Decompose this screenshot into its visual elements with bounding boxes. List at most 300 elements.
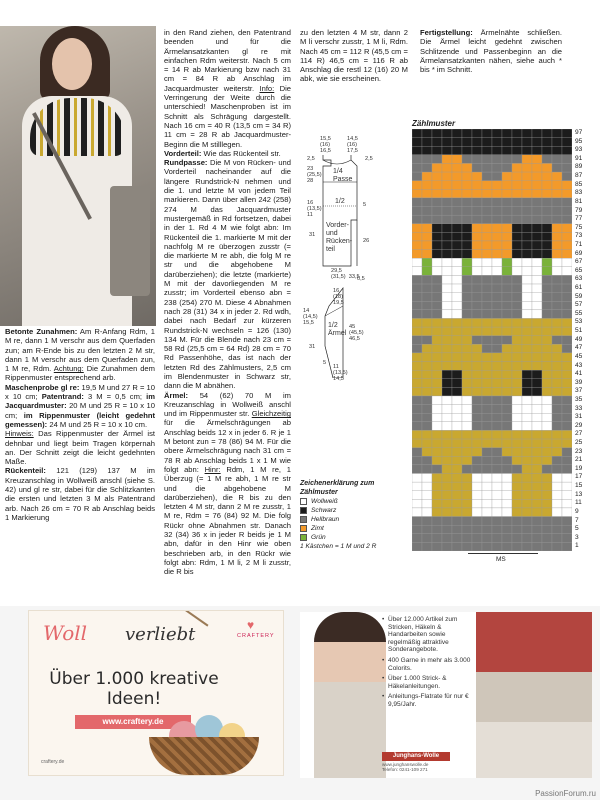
chart-cell <box>562 215 572 224</box>
chart-cell <box>522 155 532 164</box>
legend-label: Zimt <box>311 525 324 532</box>
text-hinweis: Das Rippenmuster der Ärmel ist dehnbar und liegt beim Tragen körpernah an. Der Schnitt zeigt die leicht gedehnten Maße. <box>5 429 155 467</box>
chart-cell <box>512 353 522 362</box>
chart-cell <box>472 250 482 259</box>
chart-row-number: 7 <box>575 516 579 524</box>
chart-cell <box>452 250 462 259</box>
legend-swatch <box>300 516 307 523</box>
chart-cell <box>502 224 512 233</box>
chart-cell <box>532 491 542 500</box>
chart-cell <box>552 344 562 353</box>
lead-rueckenteil: Rückenteil: <box>5 466 46 476</box>
chart-cell <box>562 267 572 276</box>
chart-cell <box>512 508 522 517</box>
chart-cell <box>422 275 432 284</box>
chart-cell <box>562 362 572 371</box>
chart-cell <box>552 353 562 362</box>
ad-yarn-photo <box>476 612 592 778</box>
junghans-logo[interactable]: Junghans-Wolle <box>382 752 450 761</box>
chart-cell <box>422 189 432 198</box>
chart-cell <box>432 413 442 422</box>
chart-cell <box>482 353 492 362</box>
chart-cell <box>432 189 442 198</box>
legend-swatch <box>300 498 307 505</box>
chart-cell <box>482 232 492 241</box>
chart-cell <box>522 267 532 276</box>
chart-cell <box>442 224 452 233</box>
chart-cell <box>492 430 502 439</box>
chart-cell <box>512 224 522 233</box>
chart-cell <box>482 224 492 233</box>
legend-swatch <box>300 534 307 541</box>
chart-cell <box>452 517 462 526</box>
chart-cell <box>422 138 432 147</box>
chart-row-number: 41 <box>575 370 583 378</box>
chart-cell <box>452 198 462 207</box>
paragraph-continue <box>164 28 291 149</box>
chart-cell <box>432 362 442 371</box>
chart-cell <box>552 456 562 465</box>
chart-cell <box>522 181 532 190</box>
chart-cell <box>522 318 532 327</box>
chart-cell <box>512 189 522 198</box>
chart-cell <box>472 387 482 396</box>
chart-cell <box>452 310 462 319</box>
chart-cell <box>452 344 462 353</box>
chart-cell <box>512 310 522 319</box>
text-info: Die Verringerung der Weite durch die unterschied! Maschenproben ist im Schnitt als Schrägung dargestellt. Nach 16 cm = 40 R (13,5 cm = 34 R) 11 cm = 28 R ab Jacquardmuster-Beginn die M stilllegen. <box>164 83 291 149</box>
chart-cell <box>412 224 422 233</box>
ad-brand-verliebt: verliebt <box>125 624 196 645</box>
chart-cell <box>522 482 532 491</box>
chart-cell <box>562 275 572 284</box>
chart-cell <box>502 284 512 293</box>
ad-brand-woll: Woll <box>43 621 88 645</box>
chart-row-number: 89 <box>575 163 583 171</box>
chart-cell <box>442 499 452 508</box>
chart-cell <box>492 258 502 267</box>
chart-cell <box>442 542 452 551</box>
chart-cell <box>472 310 482 319</box>
chart-cell <box>412 542 422 551</box>
chart-cell <box>502 293 512 302</box>
chart-cell <box>522 224 532 233</box>
chart-cell <box>562 405 572 414</box>
chart-cell <box>442 396 452 405</box>
chart-cell <box>502 207 512 216</box>
chart-cell <box>412 473 422 482</box>
chart-cell <box>482 465 492 474</box>
chart-cell <box>422 413 432 422</box>
chart-cell <box>532 207 542 216</box>
chart-cell <box>562 129 572 138</box>
chart-cell <box>432 198 442 207</box>
model-photo <box>0 26 156 326</box>
ad-bullet: • Anleitungs-Flatrate für nur € 9,95/Jahr. <box>382 693 472 708</box>
chart-cell <box>452 163 462 172</box>
chart-cell <box>512 250 522 259</box>
chart-cell <box>522 284 532 293</box>
chart-cell <box>512 129 522 138</box>
chart-cell <box>412 439 422 448</box>
chart-cell <box>432 491 442 500</box>
chart-cell <box>512 534 522 543</box>
text-aermel-end: zu den letzten 4 M str, dann 2 M li verschr zusstr, 1 M li, Rdm. Nach 45 cm = 112 R (45,5 cm = 114 R) 46,5 cm = 116 R ab Anschlag die restl 12 (16) 20 M abk, wie sie erscheinen. <box>300 28 408 84</box>
chart-row-number: 43 <box>575 361 583 369</box>
chart-cell <box>432 439 442 448</box>
chart-cell <box>532 353 542 362</box>
ad-headline: Über 1.000 kreative Ideen! <box>49 669 219 709</box>
chart-cell <box>512 241 522 250</box>
chart-cell <box>482 250 492 259</box>
chart-cell <box>542 224 552 233</box>
ad-bullet: • 400 Garne in mehr als 3.000 Colorits. <box>382 657 472 672</box>
chart-cell <box>482 207 492 216</box>
chart-cell <box>512 293 522 302</box>
chart-cell <box>542 275 552 284</box>
chart-cell <box>452 491 462 500</box>
chart-cell <box>462 344 472 353</box>
chart-cell <box>462 207 472 216</box>
chart-cell <box>472 499 482 508</box>
chart-cell <box>412 413 422 422</box>
ad-url-button[interactable]: www.craftery.de <box>75 715 191 729</box>
chart-cell <box>462 189 472 198</box>
chart-cell <box>442 310 452 319</box>
chart-cell <box>462 430 472 439</box>
ad-contact: www.junghanswolle.de Telefon: 0241-109 271 <box>382 762 429 773</box>
chart-cell <box>512 370 522 379</box>
chart-cell <box>442 138 452 147</box>
chart-cell <box>472 430 482 439</box>
chart-cell <box>522 275 532 284</box>
chart-row-number: 87 <box>575 172 583 180</box>
chart-cell <box>562 370 572 379</box>
chart-cell <box>422 258 432 267</box>
chart-cell <box>502 275 512 284</box>
chart-row-number: 21 <box>575 456 583 464</box>
chart-cell <box>422 405 432 414</box>
chart-cell <box>492 163 502 172</box>
chart-cell <box>462 542 472 551</box>
chart-cell <box>442 508 452 517</box>
chart-cell <box>412 198 422 207</box>
chart-cell <box>562 448 572 457</box>
chart-cell <box>422 250 432 259</box>
chart-cell <box>492 491 502 500</box>
chart-cell <box>452 336 462 345</box>
chart-cell <box>532 301 542 310</box>
label-right-d: 26 <box>363 238 370 244</box>
chart-cell <box>492 405 502 414</box>
chart-cell <box>462 284 472 293</box>
chart-cell <box>542 267 552 276</box>
chart-cell <box>522 310 532 319</box>
chart-cell <box>482 258 492 267</box>
chart-row-number: 65 <box>575 266 583 274</box>
instructions-column-3 <box>300 28 408 84</box>
chart-cell <box>492 387 502 396</box>
chart-cell <box>452 275 462 284</box>
chart-cell <box>542 499 552 508</box>
chart-cell <box>462 362 472 371</box>
chart-cell <box>492 267 502 276</box>
chart-cell <box>452 499 462 508</box>
chart-cell <box>412 499 422 508</box>
chart-cell <box>412 146 422 155</box>
chart-cell <box>522 344 532 353</box>
junghans-ad[interactable] <box>300 612 592 778</box>
chart-cell <box>542 517 552 526</box>
chart-cell <box>482 517 492 526</box>
chart-cell <box>412 362 422 371</box>
chart-cell <box>442 181 452 190</box>
ad-small-url: craftery.de <box>41 759 65 765</box>
chart-cell <box>472 224 482 233</box>
chart-cell <box>422 344 432 353</box>
chart-row-number: 15 <box>575 482 583 490</box>
chart-cell <box>442 284 452 293</box>
chart-cell <box>552 250 562 259</box>
chart-cell <box>522 473 532 482</box>
chart-cell <box>562 327 572 336</box>
chart-cell <box>432 215 442 224</box>
chart-cell <box>412 405 422 414</box>
chart-cell <box>512 344 522 353</box>
chart-cell <box>412 207 422 216</box>
sleeve-cap <box>325 306 343 316</box>
chart-cell <box>522 241 532 250</box>
chart-cell <box>532 525 542 534</box>
instructions-column-1 <box>5 327 155 522</box>
chart-cell <box>532 465 542 474</box>
chart-cell <box>412 456 422 465</box>
chart-cell <box>422 448 432 457</box>
chart-cell <box>462 241 472 250</box>
chart-cell <box>482 387 492 396</box>
chart-cell <box>422 517 432 526</box>
chart-cell <box>432 508 442 517</box>
chart-cell <box>502 232 512 241</box>
chart-cell <box>472 491 482 500</box>
lead-vorderteil: Vorderteil: <box>164 148 202 158</box>
chart-cell <box>532 189 542 198</box>
chart-cell <box>562 491 572 500</box>
chart-cell <box>462 491 472 500</box>
chart-cell <box>522 163 532 172</box>
legend-label: Hellbraun <box>311 516 340 523</box>
chart-cell <box>492 284 502 293</box>
chart-cell <box>532 318 542 327</box>
chart-cell <box>492 542 502 551</box>
chart-cell <box>472 413 482 422</box>
chart-cell <box>462 525 472 534</box>
chart-row-number: 61 <box>575 284 583 292</box>
chart-cell <box>532 275 542 284</box>
chart-cell <box>502 310 512 319</box>
label-sleeve-left-b: 31 <box>309 344 316 350</box>
text-continue: in den Rand ziehen, den Patentrand beenden und für die Ärmelansatzkanten gl re mit einfachen Rdm weiterstr. Nach 5 cm = 14 R ab Markierung bzw nach 31 cm = 84 R ab Anschlag im Jacquardmuster weiterstr. <box>164 28 291 93</box>
chart-cell <box>432 250 442 259</box>
chart-row-number: 51 <box>575 327 583 335</box>
chart-cell <box>522 387 532 396</box>
chart-cell <box>492 439 502 448</box>
chart-cell <box>502 336 512 345</box>
chart-cell <box>492 336 502 345</box>
craftery-ad[interactable] <box>28 610 284 776</box>
chart-cell <box>472 534 482 543</box>
chart-cell <box>522 499 532 508</box>
chart-cell <box>492 189 502 198</box>
chart-cell <box>522 448 532 457</box>
chart-cell <box>472 275 482 284</box>
chart-cell <box>552 396 562 405</box>
chart-cell <box>532 241 542 250</box>
chart-cell <box>482 473 492 482</box>
chart-cell <box>542 344 552 353</box>
chart-cell <box>522 207 532 216</box>
chart-cell <box>522 456 532 465</box>
chart-row-number: 1 <box>575 542 579 550</box>
ad-craftery-logo: CRAFTERY <box>237 633 275 639</box>
chart-cell <box>552 542 562 551</box>
chart-cell <box>472 362 482 371</box>
chart-cell <box>432 241 442 250</box>
chart-cell <box>462 318 472 327</box>
chart-cell <box>562 258 572 267</box>
chart-cell <box>472 396 482 405</box>
chart-cell <box>522 146 532 155</box>
chart-cell <box>562 430 572 439</box>
chart-cell <box>552 318 562 327</box>
chart-cell <box>532 430 542 439</box>
chart-cell <box>472 482 482 491</box>
chart-cell <box>422 215 432 224</box>
chart-cell <box>482 370 492 379</box>
chart-cell <box>472 517 482 526</box>
chart-cell <box>422 456 432 465</box>
chart-cell <box>442 232 452 241</box>
chart-cell <box>552 439 562 448</box>
chart-cell <box>552 241 562 250</box>
chart-cell <box>422 542 432 551</box>
chart-cell <box>512 430 522 439</box>
chart-cell <box>502 387 512 396</box>
chart-cell <box>512 258 522 267</box>
chart-cell <box>502 138 512 147</box>
chart-cell <box>472 465 482 474</box>
chart-cell <box>452 448 462 457</box>
chart-row-number: 97 <box>575 129 583 136</box>
chart-row-number: 79 <box>575 206 583 214</box>
chart-cell <box>532 542 542 551</box>
chart-cell <box>452 430 462 439</box>
chart-cell <box>542 293 552 302</box>
chart-cell <box>462 267 472 276</box>
chart-cell <box>562 163 572 172</box>
chart-cell <box>472 508 482 517</box>
chart-cell <box>502 129 512 138</box>
watermark: PassionForum.ru <box>535 789 596 798</box>
chart-cell <box>532 172 542 181</box>
chart-cell <box>502 517 512 526</box>
chart-cell <box>422 465 432 474</box>
chart-cell <box>492 362 502 371</box>
chart-cell <box>482 396 492 405</box>
paragraph-maschenprobe <box>5 383 155 429</box>
chart-cell <box>482 172 492 181</box>
chart-cell <box>512 422 522 431</box>
chart-cell <box>442 250 452 259</box>
chart-cell <box>532 405 542 414</box>
paragraph-fertigstellung <box>420 28 562 74</box>
chart-row-number: 71 <box>575 240 583 248</box>
chart-cell <box>422 267 432 276</box>
chart-cell <box>522 534 532 543</box>
chart-cell <box>472 172 482 181</box>
chart-cell <box>432 456 442 465</box>
chart-cell <box>502 301 512 310</box>
chart-cell <box>532 293 542 302</box>
chart-cell <box>512 275 522 284</box>
chart-cell <box>552 413 562 422</box>
chart-cell <box>452 396 462 405</box>
chart-cell <box>452 172 462 181</box>
chart-cell <box>452 232 462 241</box>
chart-cell <box>562 310 572 319</box>
label-left-c: 16 (13,5) 11 <box>307 200 322 218</box>
chart-cell <box>522 491 532 500</box>
chart-cell <box>412 353 422 362</box>
chart-cell <box>552 534 562 543</box>
text-fertigstellung: Ärmelnähte schließen. Die Ärmel leicht gedehnt zwischen Schlitzende und Passenbeginn an die Ärmelansatzkanten nähen, siehe auch * bis * im Schnitt. <box>420 28 562 75</box>
chart-cell <box>492 482 502 491</box>
chart-cell <box>542 491 552 500</box>
chart-cell <box>542 181 552 190</box>
chart-cell <box>482 215 492 224</box>
chart-cell <box>532 456 542 465</box>
chart-cell <box>542 129 552 138</box>
chart-cell <box>422 439 432 448</box>
chart-cell <box>442 439 452 448</box>
chart-cell <box>432 482 442 491</box>
chart-cell <box>432 344 442 353</box>
lead-rundpasse: Rundpasse: <box>164 158 208 168</box>
chart-cell <box>442 405 452 414</box>
chart-cell <box>452 189 462 198</box>
chart-cell <box>552 362 562 371</box>
chart-cell <box>502 456 512 465</box>
chart-cell <box>412 465 422 474</box>
chart-cell <box>432 499 442 508</box>
chart-cell <box>492 413 502 422</box>
chart-cell <box>512 207 522 216</box>
text-zunahmen: Am R-Anfang Rdm, 1 M re, dann 1 M verschr aus dem Querfaden zun; am R-Ende bis zu den letzten 2 M str, dann 1 M verschr aus dem Querfaden zun, 1 M re, Rdm. <box>5 327 155 374</box>
chart-cell <box>532 336 542 345</box>
chart-cell <box>522 465 532 474</box>
chart-cell <box>542 465 552 474</box>
chart-cell <box>412 370 422 379</box>
chart-cell <box>542 387 552 396</box>
chart-row-number: 59 <box>575 292 583 300</box>
chart-cell <box>412 396 422 405</box>
chart-cell <box>482 301 492 310</box>
chart-cell <box>502 258 512 267</box>
text-maschenprobe-c: 20 M und 25 R = 10 x 10 cm; <box>5 401 155 420</box>
chart-cell <box>422 310 432 319</box>
chart-cell <box>532 163 542 172</box>
chart-cell <box>482 482 492 491</box>
